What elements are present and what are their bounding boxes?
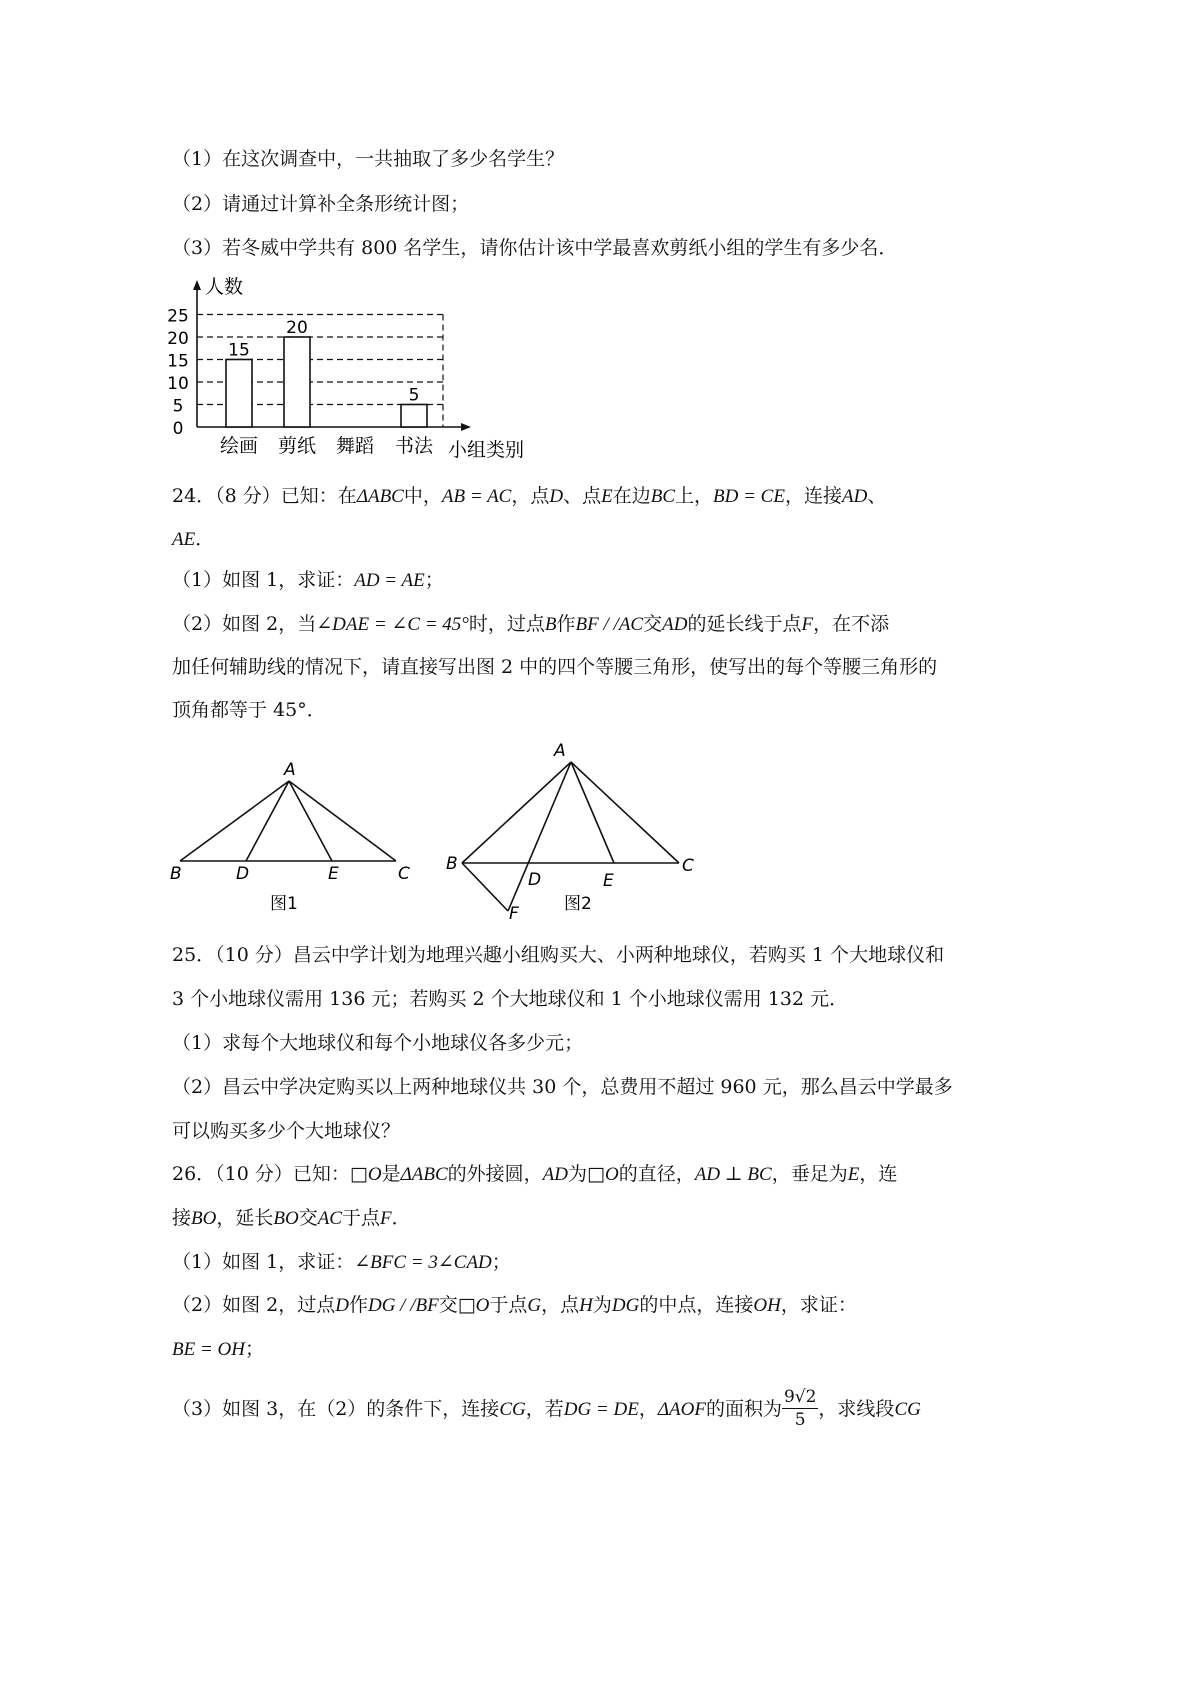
fig2-caption: 图2 bbox=[564, 894, 592, 914]
y-axis-arrow bbox=[193, 280, 201, 290]
q23-sub2: （2）请通过计算补全条形统计图； bbox=[172, 193, 470, 215]
bar-value-label: 20 bbox=[286, 318, 308, 338]
bar-chart bbox=[160, 268, 540, 468]
fig1-label-e: E bbox=[328, 864, 339, 884]
fig1-label-a: A bbox=[284, 760, 296, 780]
q26-sub2-line2: BE = OH； bbox=[172, 1338, 264, 1360]
q26-sub1: （1）如图 1，求证：∠BFC = 3∠CAD； bbox=[172, 1251, 511, 1273]
q23-sub1: （1）在这次调查中，一共抽取了多少名学生？ bbox=[172, 148, 565, 170]
y-tick-label: 5 bbox=[172, 396, 184, 417]
fig1-label-d: D bbox=[236, 864, 250, 884]
q26-line1: 26．（10 分）已知：□O是ΔABC的外接圆，AD为□O的直径，AD ⊥ BC，垂足为E，连 bbox=[172, 1163, 898, 1185]
q25-sub2-line2: 可以购买多少个大地球仪？ bbox=[172, 1120, 401, 1142]
q25-line2: 3 个小地球仪需用 136 元；若购买 2 个大地球仪和 1 个小地球仪需用 132 元． bbox=[172, 988, 849, 1010]
bar-value-label: 5 bbox=[408, 385, 420, 406]
q24-sub2-line1: （2）如图 2，当∠DAE = ∠C = 45°时，过点B作BF / /AC交AD的延长线于点F，在不添 bbox=[172, 613, 890, 635]
q24-sub2-line3: 顶角都等于 45°． bbox=[172, 699, 326, 721]
bar bbox=[401, 405, 427, 428]
x-tick-label: 舞蹈 bbox=[335, 435, 375, 457]
area-fraction: $\frac{9√2}{5}$ bbox=[783, 1386, 817, 1430]
fig2-label-f: F bbox=[509, 904, 519, 924]
q23-sub3: （3）若冬威中学共有 800 名学生，请你估计该中学最喜欢剪纸小组的学生有多少名． bbox=[172, 237, 898, 259]
x-tick-label: 绘画 bbox=[219, 435, 259, 457]
q24-sub2-line2: 加任何辅助线的情况下，请直接写出图 2 中的四个等腰三角形，使写出的每个等腰三角形的 bbox=[172, 656, 938, 678]
y-tick-label: 10 bbox=[167, 374, 189, 394]
q25-line1: 25．（10 分）昌云中学计划为地理兴趣小组购买大、小两种地球仪，若购买 1 个大地球仪和 bbox=[172, 944, 945, 966]
bar bbox=[284, 337, 310, 427]
fig1-segment-ae bbox=[289, 781, 332, 861]
fig2-label-c: C bbox=[682, 856, 694, 876]
fig1-segment-ad bbox=[246, 781, 289, 861]
figure-1 bbox=[160, 755, 430, 925]
q26-line2: 接BO，延长BO交AC于点F． bbox=[172, 1207, 411, 1229]
fig1-side-ac bbox=[289, 781, 396, 861]
q26-sub2-line1: （2）如图 2，过点D作DG / /BF交□O于点G，点H为DG的中点，连接OH，求证： bbox=[172, 1294, 857, 1316]
y-axis-title: 人数 bbox=[205, 276, 244, 298]
q25-sub1: （1）求每个大地球仪和每个小地球仪各多少元； bbox=[172, 1032, 584, 1054]
fig2-side-ac bbox=[571, 762, 679, 863]
fig2-segment-bf bbox=[462, 863, 508, 911]
fig1-label-b: B bbox=[170, 864, 182, 884]
x-tick-label: 剪纸 bbox=[277, 435, 317, 457]
bar-value-label: 15 bbox=[228, 340, 250, 361]
fig2-label-a: A bbox=[554, 741, 566, 761]
y-tick-label: 15 bbox=[167, 351, 189, 372]
y-tick-label: 25 bbox=[167, 306, 189, 327]
fig2-label-b: B bbox=[446, 854, 458, 874]
fig2-label-d: D bbox=[528, 870, 542, 890]
x-tick-label: 书法 bbox=[394, 435, 434, 457]
bar bbox=[226, 360, 252, 428]
fig2-label-e: E bbox=[603, 871, 614, 891]
fig2-side-ab bbox=[462, 762, 571, 863]
fig1-side-ab bbox=[180, 781, 289, 861]
fig2-segment-ae bbox=[571, 762, 614, 863]
y-tick-label: 20 bbox=[167, 329, 189, 349]
q24-line1: 24．（8 分）已知：在ΔABC中，AB = AC，点D、点E在边BC上，BD = CE，连接AD、 bbox=[172, 485, 887, 507]
x-axis-title: 小组类别 bbox=[448, 439, 525, 461]
figure-2 bbox=[440, 737, 710, 925]
q26-sub3-line1: （3）如图 3，在（2）的条件下，连接CG，若DG = DE，ΔAOF的面积为 $\frac{9√2}{5}$ ，求线段CG bbox=[172, 1386, 921, 1430]
q25-sub2-line1: （2）昌云中学决定购买以上两种地球仪共 30 个，总费用不超过 960 元，那么昌云中学最多 bbox=[172, 1076, 953, 1098]
q24-line2: AE． bbox=[172, 528, 215, 550]
y-tick-label: 0 bbox=[172, 419, 184, 439]
fig1-label-c: C bbox=[398, 864, 410, 884]
q24-sub1: （1）如图 1，求证：AD = AE； bbox=[172, 569, 444, 591]
x-axis-arrow bbox=[461, 423, 471, 431]
fig1-caption: 图1 bbox=[270, 894, 298, 914]
